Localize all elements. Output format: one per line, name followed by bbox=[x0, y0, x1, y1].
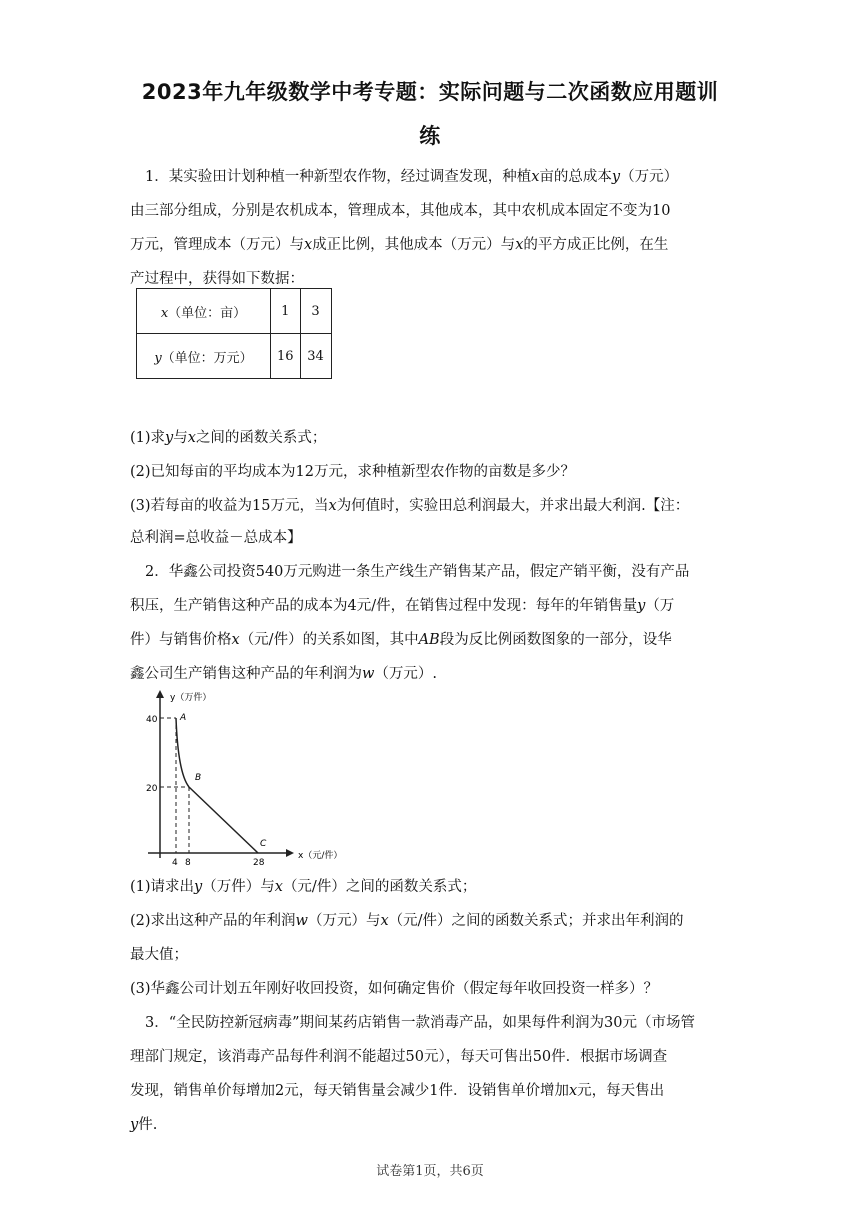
q2-var-x: x bbox=[274, 879, 283, 895]
q2-text: 鑫公司生产销售这种产品的年利润为 bbox=[130, 666, 362, 682]
q2-text: （元/件）的关系如图，其中 bbox=[239, 632, 419, 648]
q1-var-x: x bbox=[187, 430, 196, 446]
document-title-line2: 练 bbox=[419, 124, 441, 148]
q2-text: （万元）. bbox=[374, 666, 438, 682]
q2-var-w: w bbox=[295, 913, 308, 929]
q2-text: (1)请求出 bbox=[130, 879, 195, 895]
q1-text: 之间的函数关系式； bbox=[195, 430, 327, 446]
q1-line3 bbox=[130, 233, 668, 254]
q1-text: 成正比例，其他成本（万元）与 bbox=[312, 237, 516, 253]
q2-var-y: y bbox=[194, 879, 203, 895]
table-unit-label: （单位：万元） bbox=[161, 350, 253, 366]
q2-var-y: y bbox=[637, 598, 646, 614]
document-title-line1: 2023年九年级数学中考专题：实际问题与二次函数应用题训 bbox=[141, 80, 719, 104]
q2-text: （元/件）之间的函数关系式；并求出年利润的 bbox=[388, 913, 684, 929]
q1-part3-cont: 总利润=总收益－总成本】 bbox=[130, 530, 302, 546]
q2-line2 bbox=[130, 594, 674, 615]
q1-line4: 产过程中，获得如下数据： bbox=[130, 271, 304, 287]
q2-text: （万元）与 bbox=[307, 913, 381, 929]
q2-function-graph bbox=[140, 688, 360, 868]
q1-var-y: y bbox=[165, 430, 174, 446]
q2-part2 bbox=[130, 909, 684, 930]
q1-text: 为何值时，实验田总利润最大，并求出最大利润.【注： bbox=[336, 498, 690, 514]
q1-line1 bbox=[145, 165, 678, 186]
q2-line3 bbox=[130, 628, 672, 649]
q2-segment-ab: AB bbox=[418, 632, 440, 648]
point-c-label: C bbox=[260, 839, 267, 849]
x-axis-label: x（元/件） bbox=[298, 851, 343, 861]
y-tick-40: 40 bbox=[146, 715, 158, 725]
point-a-label: A bbox=[180, 713, 187, 723]
q2-var-w: w bbox=[362, 666, 375, 682]
q1-var-x: x bbox=[515, 237, 524, 253]
q3-text: 发现，销售单价每增加2元，每天销售量会减少1件．设销售单价增加 bbox=[130, 1083, 569, 1099]
segment-bc bbox=[189, 787, 258, 853]
q1-var-x: x bbox=[304, 237, 313, 253]
table-row bbox=[137, 334, 332, 379]
q2-text: 段为反比例函数图象的一部分，设华 bbox=[439, 632, 672, 648]
table-header-cell bbox=[137, 289, 271, 334]
q2-text: （万件）与 bbox=[202, 879, 275, 895]
q1-text: (1)求 bbox=[130, 430, 166, 446]
x-tick-8: 8 bbox=[185, 858, 191, 868]
q1-text: 亩的总成本 bbox=[539, 169, 612, 185]
page-footer: 试卷第1页，共6页 bbox=[376, 1164, 484, 1179]
q2-text: （万 bbox=[645, 598, 675, 614]
q2-text: (2)求出这种产品的年利润 bbox=[130, 913, 296, 929]
table-cell: 34 bbox=[300, 334, 331, 379]
q3-text: 件. bbox=[138, 1117, 158, 1133]
q1-data-table bbox=[136, 288, 332, 379]
x-axis-arrow bbox=[286, 849, 294, 857]
q2-part1 bbox=[130, 875, 476, 896]
q1-text: 1．某实验田计划种植一种新型农作物，经过调查发现，种植 bbox=[145, 169, 532, 185]
q3-var-y: y bbox=[130, 1117, 139, 1133]
q1-text: （万元） bbox=[620, 169, 679, 185]
table-cell: 16 bbox=[271, 334, 301, 379]
q1-var-x: x bbox=[531, 169, 540, 185]
point-b-label: B bbox=[195, 773, 202, 783]
q3-line4 bbox=[130, 1113, 157, 1134]
y-axis-label: y（万件） bbox=[170, 693, 212, 703]
q3-line3 bbox=[130, 1079, 664, 1100]
q2-line1: 2．华鑫公司投资540万元购进一条生产线生产销售某产品，假定产销平衡，没有产品 bbox=[145, 564, 690, 580]
x-tick-28: 28 bbox=[253, 858, 265, 868]
q1-part3 bbox=[130, 494, 689, 515]
q3-text: 元，每天售出 bbox=[577, 1083, 665, 1099]
q1-text: 的平方成正比例，在生 bbox=[523, 237, 669, 253]
q1-text: (3)若每亩的收益为15万元，当 bbox=[130, 498, 329, 514]
q2-text: 件）与销售价格 bbox=[130, 632, 232, 648]
q1-var-x: x bbox=[328, 498, 337, 514]
table-header-cell bbox=[137, 334, 271, 379]
q2-part2-cont: 最大值； bbox=[130, 947, 188, 963]
table-unit-label: （单位：亩） bbox=[168, 305, 247, 321]
table-row bbox=[137, 289, 332, 334]
q1-text: 与 bbox=[173, 430, 188, 446]
q2-text: （元/件）之间的函数关系式； bbox=[282, 879, 477, 895]
q1-part2: (2)已知每亩的平均成本为12万元，求种植新型农作物的亩数是多少？ bbox=[130, 464, 575, 480]
q3-line1: 3．“全民防控新冠病毒”期间某药店销售一款消毒产品，如果每件利润为30元（市场管 bbox=[145, 1015, 695, 1031]
y-tick-20: 20 bbox=[146, 784, 158, 794]
q3-line2: 理部门规定，该消毒产品每件利润不能超过50元），每天可售出50件．根据市场调查 bbox=[130, 1049, 668, 1065]
q1-part1 bbox=[130, 426, 326, 447]
q1-text: 万元，管理成本（万元）与 bbox=[130, 237, 304, 253]
table-var-y: y bbox=[154, 350, 162, 366]
q1-line2: 由三部分组成，分别是农机成本，管理成本，其他成本，其中农机成本固定不变为10 bbox=[130, 203, 671, 219]
q2-part3: (3)华鑫公司计划五年刚好收回投资，如何确定售价（假定每年收回投资一样多）？ bbox=[130, 981, 659, 997]
y-axis-arrow bbox=[156, 690, 164, 698]
x-tick-4: 4 bbox=[172, 858, 178, 868]
table-cell: 3 bbox=[300, 289, 331, 334]
q2-var-x: x bbox=[231, 632, 240, 648]
curve-ab bbox=[176, 718, 189, 787]
table-var-x: x bbox=[160, 305, 169, 321]
q2-text: 积压，生产销售这种产品的成本为4元/件，在销售过程中发现：每年的年销售量 bbox=[130, 598, 638, 614]
q1-var-y: y bbox=[611, 169, 621, 185]
q2-var-x: x bbox=[380, 913, 389, 929]
table-cell: 1 bbox=[271, 289, 301, 334]
q2-line4 bbox=[130, 662, 437, 683]
q3-var-x: x bbox=[568, 1083, 578, 1099]
